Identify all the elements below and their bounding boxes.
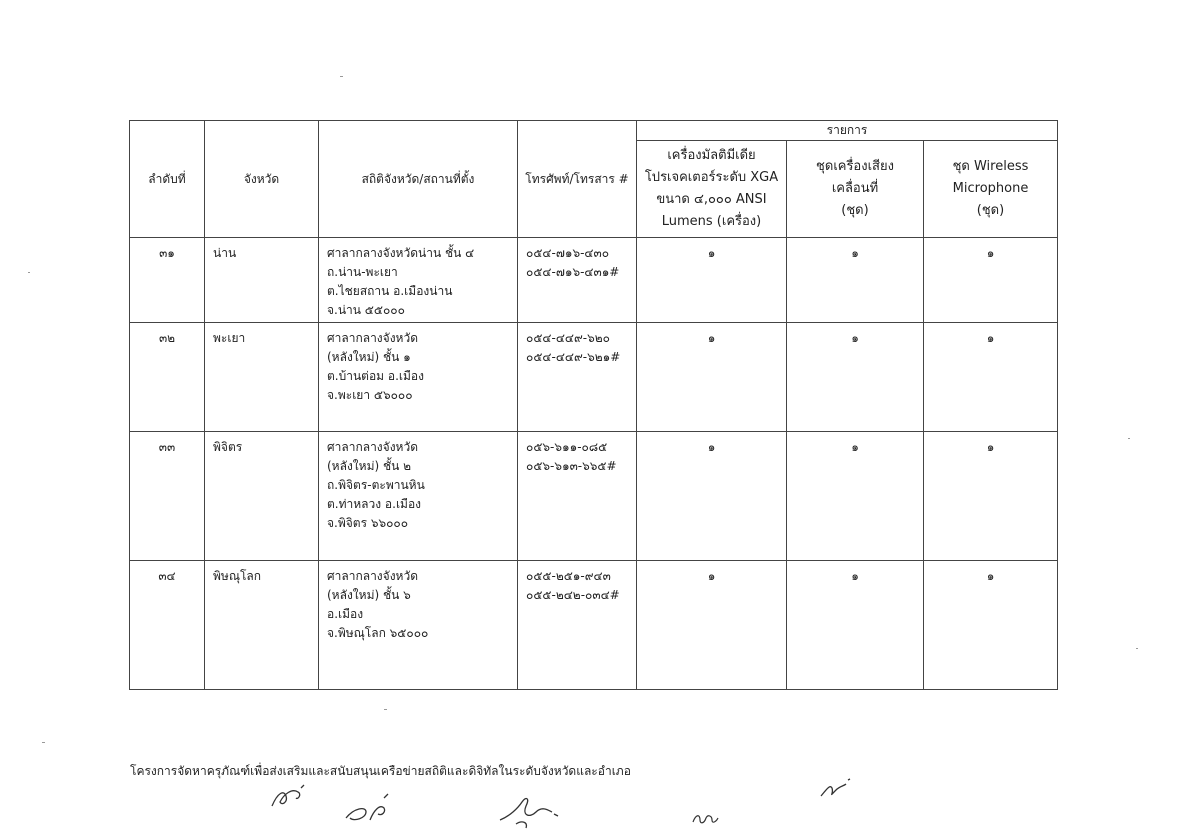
row-phone-cell: ๐๕๔-๔๔๙-๖๒๐ ๐๕๔-๔๔๙-๖๒๑# bbox=[518, 323, 637, 432]
signature-mark bbox=[496, 790, 566, 830]
scan-speck bbox=[1128, 438, 1130, 439]
scan-speck bbox=[384, 709, 387, 710]
row-no-cell: ๓๑ bbox=[130, 238, 205, 323]
row-sound-cell: ๑ bbox=[787, 432, 924, 561]
row-projector-cell: ๑ bbox=[637, 323, 787, 432]
signature-mark bbox=[818, 776, 852, 802]
row-no-cell: ๓๓ bbox=[130, 432, 205, 561]
row-no-cell: ๓๒ bbox=[130, 323, 205, 432]
signature-mark bbox=[268, 782, 312, 812]
row-sound-cell: ๑ bbox=[787, 238, 924, 323]
row-office-cell: ศาลากลางจังหวัด (หลังใหม่) ชั้น ๑ ต.บ้านต่อม อ.เมือง จ.พะเยา ๕๖๐๐๐ bbox=[319, 323, 518, 432]
footer-project-text: โครงการจัดหาครุภัณฑ์เพื่อส่งเสริมและสนับสนุนเครือข่ายสถิติและดิจิทัลในระดับจังหวัดและอำเภอ bbox=[130, 764, 631, 778]
signature-mark bbox=[340, 790, 396, 826]
scan-speck bbox=[28, 272, 30, 273]
row-mic-cell: ๑ bbox=[924, 323, 1058, 432]
table-row bbox=[130, 432, 1058, 561]
header-office: สถิติจังหวัด/สถานที่ตั้ง bbox=[319, 121, 518, 238]
table-row bbox=[130, 238, 1058, 323]
header-province: จังหวัด bbox=[205, 121, 319, 238]
equipment-table bbox=[129, 120, 1058, 690]
row-projector-cell: ๑ bbox=[637, 561, 787, 690]
row-office-cell: ศาลากลางจังหวัดน่าน ชั้น ๔ ถ.น่าน-พะเยา ต.ไชยสถาน อ.เมืองน่าน จ.น่าน ๕๕๐๐๐ bbox=[319, 238, 518, 323]
row-phone-cell: ๐๕๖-๖๑๑-๐๘๕ ๐๕๖-๖๑๓-๖๖๕# bbox=[518, 432, 637, 561]
row-province-cell: พิษณุโลก bbox=[205, 561, 319, 690]
header-phone: โทรศัพท์/โทรสาร # bbox=[518, 121, 637, 238]
scan-speck bbox=[42, 742, 45, 743]
header-items-group: รายการ bbox=[637, 121, 1058, 141]
header-sound-system: ชุดเครื่องเสียง เคลื่อนที่ (ชุด) bbox=[787, 141, 924, 238]
row-mic-cell: ๑ bbox=[924, 561, 1058, 690]
row-phone-cell: ๐๕๔-๗๑๖-๔๓๐ ๐๕๔-๗๑๖-๔๓๑# bbox=[518, 238, 637, 323]
row-mic-cell: ๑ bbox=[924, 432, 1058, 561]
row-phone-cell: ๐๕๕-๒๕๑-๙๔๓ ๐๕๕-๒๔๒-๐๓๔# bbox=[518, 561, 637, 690]
row-province-cell: น่าน bbox=[205, 238, 319, 323]
row-province-cell: พิจิตร bbox=[205, 432, 319, 561]
row-office-cell: ศาลากลางจังหวัด (หลังใหม่) ชั้น ๖ อ.เมือง จ.พิษณุโลก ๖๕๐๐๐ bbox=[319, 561, 518, 690]
signature-mark bbox=[690, 808, 720, 828]
row-projector-cell: ๑ bbox=[637, 432, 787, 561]
header-wireless-mic: ชุด Wireless Microphone (ชุด) bbox=[924, 141, 1058, 238]
scan-speck bbox=[340, 76, 343, 77]
table-row bbox=[130, 561, 1058, 690]
row-projector-cell: ๑ bbox=[637, 238, 787, 323]
row-sound-cell: ๑ bbox=[787, 561, 924, 690]
scan-speck bbox=[1136, 648, 1138, 649]
row-office-cell: ศาลากลางจังหวัด (หลังใหม่) ชั้น ๒ ถ.พิจิตร-ตะพานหิน ต.ท่าหลวง อ.เมือง จ.พิจิตร ๖๖๐๐๐ bbox=[319, 432, 518, 561]
header-no: ลำดับที่ bbox=[130, 121, 205, 238]
row-mic-cell: ๑ bbox=[924, 238, 1058, 323]
row-no-cell: ๓๔ bbox=[130, 561, 205, 690]
table-row bbox=[130, 323, 1058, 432]
row-province-cell: พะเยา bbox=[205, 323, 319, 432]
header-projector: เครื่องมัลติมีเดีย โปรเจคเตอร์ระดับ XGA ขนาด ๔,๐๐๐ ANSI Lumens (เครื่อง) bbox=[637, 141, 787, 238]
row-sound-cell: ๑ bbox=[787, 323, 924, 432]
